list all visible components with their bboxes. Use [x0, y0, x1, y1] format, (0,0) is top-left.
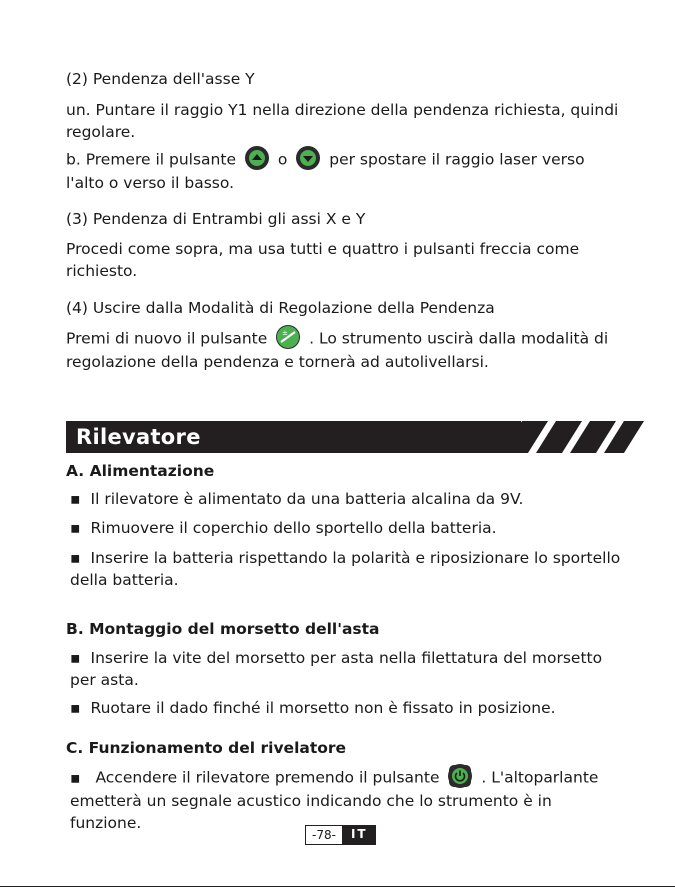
arrow-up-button-icon	[245, 146, 269, 170]
section-b-heading: B. Montaggio del morsetto dell'asta	[66, 620, 380, 638]
section-c-text-b: . L'altoparlante emetterà un segnale acustico indicando che lo strumento è in funzione.	[70, 768, 599, 832]
section-4-text-b: . Lo strumento uscirà dalla modalità di regolazione della pendenza e tornerà ad autolivellarsi.	[66, 329, 609, 371]
section-a-heading: A. Alimentazione	[66, 462, 215, 480]
para-2-text-b: per spostare il raggio laser verso l'alto o verso il basso.	[66, 150, 585, 192]
section-4-para	[66, 327, 626, 373]
page-number-label: -78-	[305, 825, 343, 845]
section-a-item: ▪ Il rilevatore è alimentato da una batteria alcalina da 9V.	[70, 488, 630, 510]
section-3-heading: (3) Pendenza di Entrambi gli assi X e Y	[66, 210, 366, 228]
section-c-heading: C. Funzionamento del rivelatore	[66, 739, 347, 757]
section-3-para: Procedi come sopra, ma usa tutti e quattro i pulsanti freccia come richiesto.	[66, 240, 580, 280]
slope-mode-button-icon	[276, 325, 300, 349]
section-4-heading: (4) Uscire dalla Modalità di Regolazione della Pendenza	[66, 299, 495, 317]
section-a-item: ▪ Inserire la batteria rispettando la polarità e riposizionare lo sportello della batteria.	[70, 547, 625, 591]
para-2-or: o	[277, 150, 288, 169]
section-c-item	[70, 766, 625, 834]
section-a-item: ▪ Rimuovere il coperchio dello sportello della batteria.	[70, 517, 630, 539]
page-number	[305, 825, 376, 845]
section-2-para-1: un. Puntare il raggio Y1 nella direzione della pendenza richiesta, quindi regolare.	[66, 101, 619, 141]
section-2-para-2	[66, 148, 626, 194]
svg-text:±: ±	[282, 329, 289, 337]
section-4-text-a: Premi di nuovo il pulsante	[66, 329, 268, 348]
section-c-text-a: Accendere il rilevatore premendo il pulsante	[95, 768, 440, 787]
section-banner	[66, 421, 606, 453]
section-b-item: ▪ Ruotare il dado finché il morsetto non è fissato in posizione.	[70, 697, 630, 719]
banner-title: Rilevatore	[76, 425, 201, 449]
section-b-item: ▪ Inserire la vite del morsetto per asta nella filettatura del morsetto per asta.	[70, 647, 625, 691]
power-button-icon	[448, 764, 472, 788]
section-2-heading: (2) Pendenza dell'asse Y	[66, 70, 255, 88]
bottom-divider	[0, 886, 675, 887]
arrow-down-button-icon	[296, 146, 320, 170]
para-2-text-a: b. Premere il pulsante	[66, 150, 236, 169]
language-badge: IT	[343, 825, 376, 845]
